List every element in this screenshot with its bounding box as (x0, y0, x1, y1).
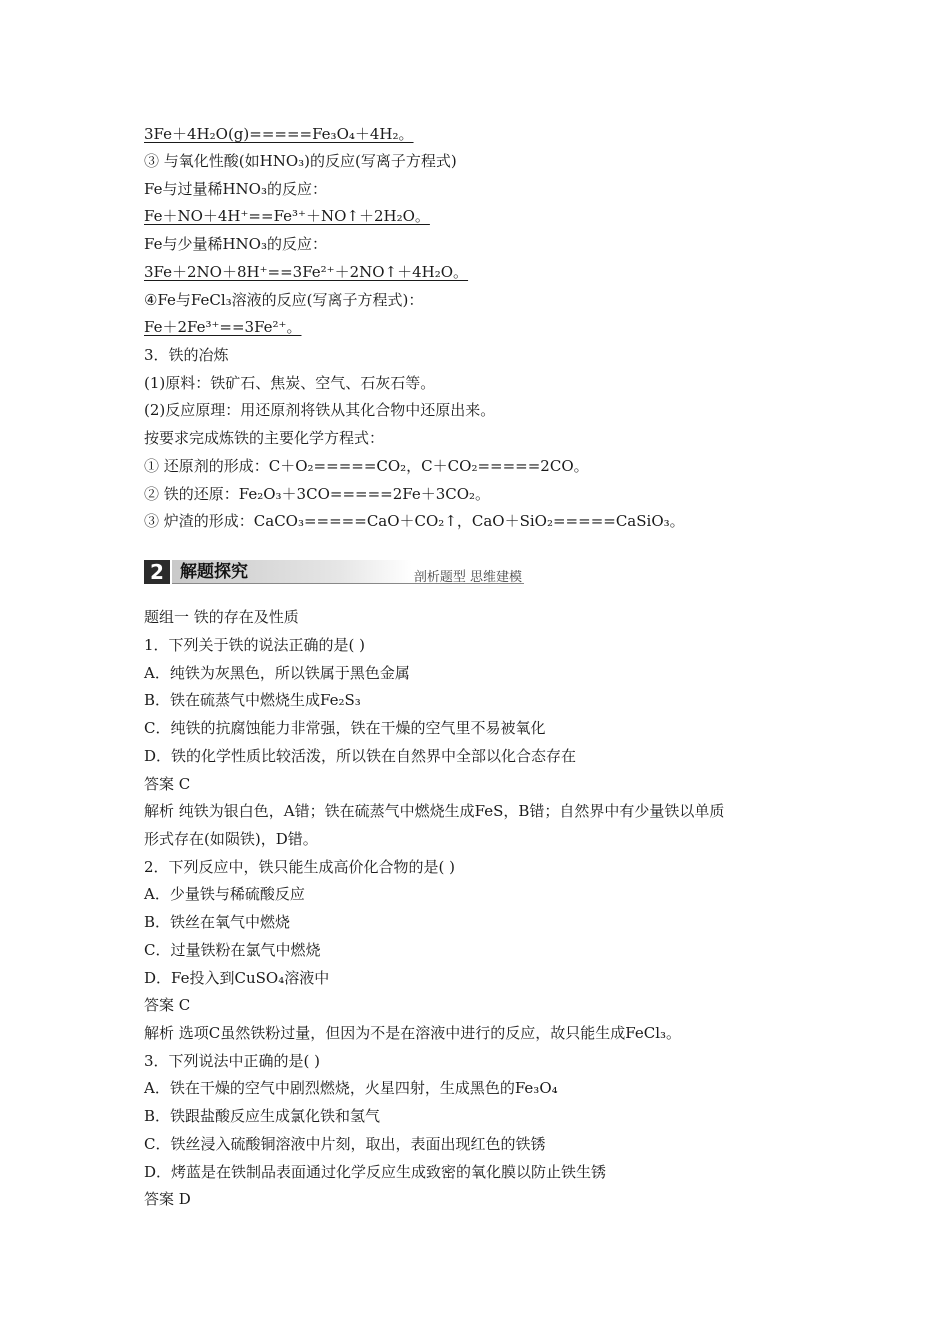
text-line: Fe与过量稀HNO₃的反应： (144, 180, 327, 198)
option: D．烤蓝是在铁制品表面通过化学反应生成致密的氧化膜以防止铁生锈 (144, 1163, 607, 1181)
explanation: 解析 纯铁为银白色，A错；铁在硫蒸气中燃烧生成FeS，B错；自然界中有少量铁以单质 (144, 802, 725, 820)
section-title: 解题探究 (180, 562, 248, 582)
explanation: 形式存在(如陨铁)，D错。 (144, 830, 318, 848)
text-line: (1)原料：铁矿石、焦炭、空气、石灰石等。 (144, 374, 436, 392)
option: B．铁在硫蒸气中燃烧生成Fe₂S₃ (144, 691, 361, 709)
option: C．纯铁的抗腐蚀能力非常强，铁在干燥的空气里不易被氧化 (144, 719, 546, 737)
option: B．铁跟盐酸反应生成氯化铁和氢气 (144, 1107, 381, 1125)
group-heading: 题组一 铁的存在及性质 (144, 608, 299, 626)
text-line: (2)反应原理：用还原剂将铁从其化合物中还原出来。 (144, 401, 496, 419)
question: 2．下列反应中，铁只能生成高价化合物的是( ) (144, 858, 456, 876)
section-header (144, 560, 524, 584)
equation-line: ② 铁的还原：Fe₂O₃＋3CO=====2Fe＋3CO₂。 (144, 485, 491, 503)
section-subtitle: 剖析题型 思维建模 (413, 570, 522, 585)
equation-line: Fe＋NO＋4H⁺==Fe³⁺＋NO↑＋2H₂O。 (144, 207, 430, 225)
option: D．Fe投入到CuSO₄溶液中 (144, 969, 330, 987)
section-number: 2 (144, 560, 170, 584)
option: C．过量铁粉在氯气中燃烧 (144, 941, 321, 959)
text-line: Fe与少量稀HNO₃的反应： (144, 235, 327, 253)
option: A．纯铁为灰黑色，所以铁属于黑色金属 (144, 664, 410, 682)
answer: 答案 C (144, 996, 191, 1014)
equation-line: ① 还原剂的形成：C＋O₂=====CO₂，C＋CO₂=====2CO。 (144, 457, 589, 475)
answer: 答案 C (144, 775, 191, 793)
option: B．铁丝在氧气中燃烧 (144, 913, 291, 931)
equation-line: ③ 炉渣的形成：CaCO₃=====CaO＋CO₂↑，CaO＋SiO₂=====CaSiO₃。 (144, 512, 685, 530)
equation-line: Fe＋2Fe³⁺==3Fe²⁺。 (144, 318, 302, 336)
text-line: ④Fe与FeCl₃溶液的反应(写离子方程式)： (144, 291, 424, 309)
explanation: 解析 选项C虽然铁粉过量，但因为不是在溶液中进行的反应，故只能生成FeCl₃。 (144, 1024, 682, 1042)
text-line: 3．铁的冶炼 (144, 346, 229, 364)
option: D．铁的化学性质比较活泼，所以铁在自然界中全部以化合态存在 (144, 747, 577, 765)
option: A．少量铁与稀硫酸反应 (144, 885, 305, 903)
equation-line: 3Fe＋2NO＋8H⁺==3Fe²⁺＋2NO↑＋4H₂O。 (144, 263, 469, 281)
text-line: ③ 与氧化性酸(如HNO₃)的反应(写离子方程式) (144, 152, 457, 170)
option: C．铁丝浸入硫酸铜溶液中片刻，取出，表面出现红色的铁锈 (144, 1135, 546, 1153)
text-line: 按要求完成炼铁的主要化学方程式： (144, 429, 385, 447)
answer: 答案 D (144, 1190, 191, 1208)
option: A．铁在干燥的空气中剧烈燃烧，火星四射，生成黑色的Fe₃O₄ (144, 1079, 558, 1097)
equation-line: 3Fe＋4H₂O(g)=====Fe₃O₄＋4H₂。 (144, 125, 414, 143)
question: 3．下列说法中正确的是( ) (144, 1052, 321, 1070)
question: 1．下列关于铁的说法正确的是( ) (144, 636, 366, 654)
